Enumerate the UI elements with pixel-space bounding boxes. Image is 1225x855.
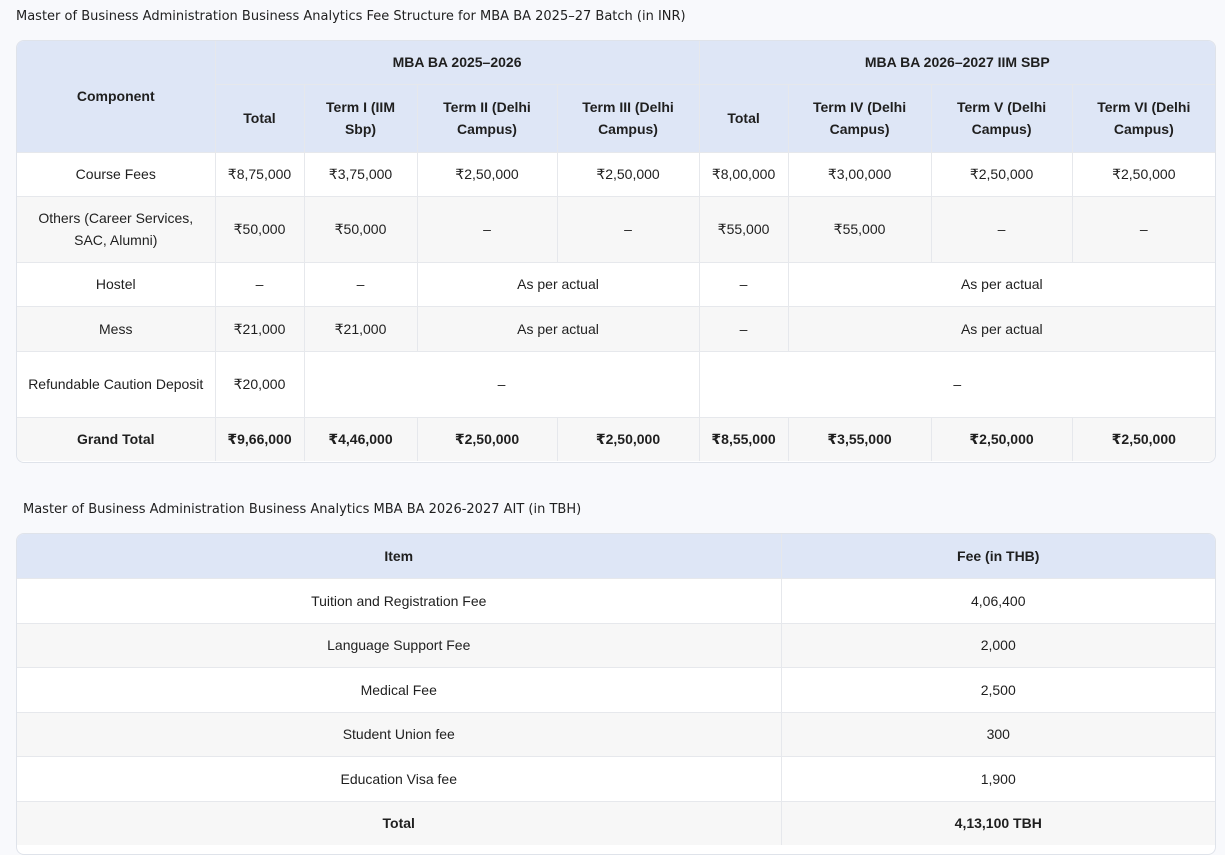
col-header: Term IV (Delhi Campus) — [788, 84, 931, 152]
cell: ₹50,000 — [215, 196, 304, 262]
cell: ₹2,50,000 — [557, 152, 699, 196]
cell-span: As per actual — [417, 306, 699, 351]
cell: ₹2,50,000 — [557, 417, 699, 461]
cell: ₹8,55,000 — [699, 417, 788, 461]
component-header: Component — [17, 41, 215, 152]
item-cell: Medical Fee — [17, 667, 781, 712]
grand-total-row — [17, 417, 1215, 461]
col-header: Term I (IIM Sbp) — [304, 84, 417, 152]
col-header: Term V (Delhi Campus) — [931, 84, 1072, 152]
ait-fee-caption: Master of Business Administration Business Analytics MBA BA 2026-2027 AIT (in TBH) — [23, 502, 582, 517]
cell: ₹2,50,000 — [1072, 417, 1215, 461]
table-row — [17, 351, 1215, 417]
item-cell: Language Support Fee — [17, 623, 781, 667]
item-cell: Total — [17, 801, 781, 845]
cell: ₹3,55,000 — [788, 417, 931, 461]
row-label: Grand Total — [17, 417, 215, 461]
table-row — [17, 578, 1215, 623]
table-row — [17, 667, 1215, 712]
cell: ₹2,50,000 — [1072, 152, 1215, 196]
cell: – — [931, 196, 1072, 262]
cell-span: As per actual — [788, 306, 1215, 351]
cell: ₹2,50,000 — [931, 152, 1072, 196]
cell: – — [699, 306, 788, 351]
cell: ₹3,75,000 — [304, 152, 417, 196]
cell: ₹4,46,000 — [304, 417, 417, 461]
cell: ₹50,000 — [304, 196, 417, 262]
item-header: Item — [17, 534, 781, 578]
fee-header: Fee (in THB) — [781, 534, 1215, 578]
fee-cell: 2,500 — [781, 667, 1215, 712]
col-header: Term VI (Delhi Campus) — [1072, 84, 1215, 152]
cell: – — [304, 262, 417, 306]
col-header: Total — [699, 84, 788, 152]
item-cell: Tuition and Registration Fee — [17, 578, 781, 623]
table-row — [17, 262, 1215, 306]
cell: – — [1072, 196, 1215, 262]
item-cell: Student Union fee — [17, 712, 781, 756]
cell: ₹20,000 — [215, 351, 304, 417]
mba-ba-fee-table — [16, 40, 1216, 463]
cell-span: – — [699, 351, 1215, 417]
table-row — [17, 623, 1215, 667]
cell: ₹8,00,000 — [699, 152, 788, 196]
table-row — [17, 712, 1215, 756]
cell: – — [215, 262, 304, 306]
cell: ₹2,50,000 — [417, 152, 557, 196]
col-header: Term II (Delhi Campus) — [417, 84, 557, 152]
total-row — [17, 801, 1215, 845]
item-cell: Education Visa fee — [17, 756, 781, 801]
fee-cell: 300 — [781, 712, 1215, 756]
cell: – — [557, 196, 699, 262]
cell: – — [699, 262, 788, 306]
col-header: Total — [215, 84, 304, 152]
table-row — [17, 756, 1215, 801]
cell: ₹55,000 — [788, 196, 931, 262]
cell: ₹3,00,000 — [788, 152, 931, 196]
row-label: Mess — [17, 306, 215, 351]
row-label: Others (Career Services, SAC, Alumni) — [17, 196, 215, 262]
fee-cell: 2,000 — [781, 623, 1215, 667]
group-header-2025-2026: MBA BA 2025–2026 — [215, 41, 699, 84]
cell: – — [417, 196, 557, 262]
cell-span: – — [304, 351, 699, 417]
table-row — [17, 196, 1215, 262]
cell-span: As per actual — [788, 262, 1215, 306]
cell: ₹55,000 — [699, 196, 788, 262]
cell: ₹2,50,000 — [931, 417, 1072, 461]
cell: ₹2,50,000 — [417, 417, 557, 461]
fee-cell: 4,06,400 — [781, 578, 1215, 623]
cell: ₹9,66,000 — [215, 417, 304, 461]
row-label: Course Fees — [17, 152, 215, 196]
cell-span: As per actual — [417, 262, 699, 306]
table-row — [17, 306, 1215, 351]
cell: ₹8,75,000 — [215, 152, 304, 196]
fee-structure-caption: Master of Business Administration Business Analytics Fee Structure for MBA BA 2025–27 Batch (in INR) — [16, 9, 686, 24]
fee-cell: 1,900 — [781, 756, 1215, 801]
col-header: Term III (Delhi Campus) — [557, 84, 699, 152]
cell: ₹21,000 — [215, 306, 304, 351]
group-header-2026-2027: MBA BA 2026–2027 IIM SBP — [699, 41, 1215, 84]
fee-cell: 4,13,100 TBH — [781, 801, 1215, 845]
row-label: Refundable Caution Deposit — [17, 351, 215, 417]
cell: ₹21,000 — [304, 306, 417, 351]
row-label: Hostel — [17, 262, 215, 306]
ait-fee-table — [16, 533, 1216, 855]
table-row — [17, 152, 1215, 196]
